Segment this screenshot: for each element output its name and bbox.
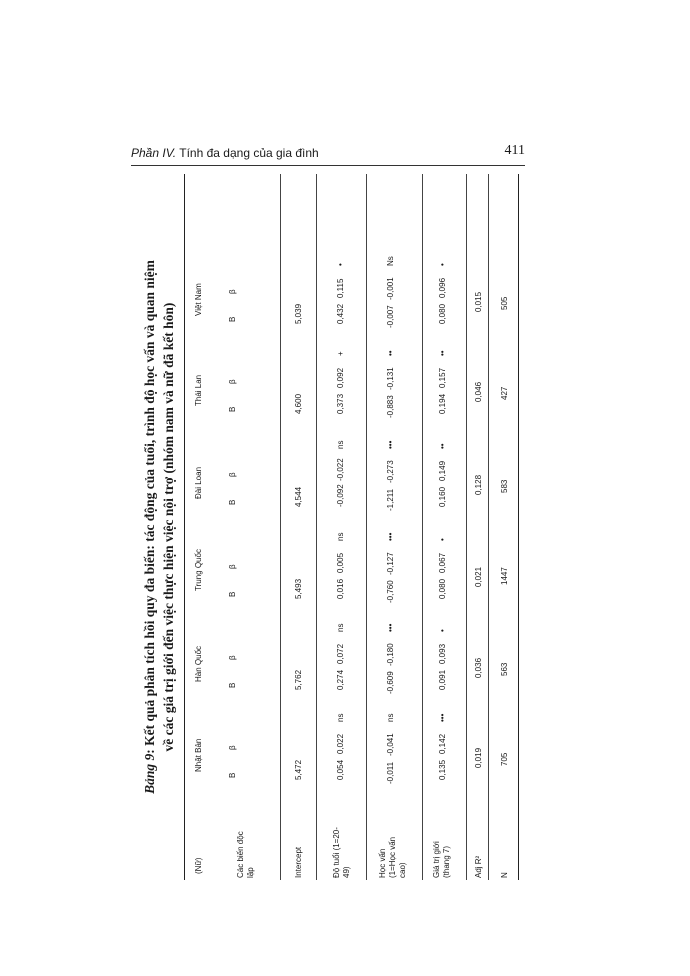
gender-sig-cell: •• [438,443,447,449]
edu-sig-cell: Ns [386,256,395,266]
col-header-b: B [228,772,237,778]
age-b-cell: 0,373 [336,393,345,414]
gender-sig-cell: • [438,629,447,632]
regression-table [184,174,520,880]
edu-beta-cell: -0,273 [386,460,395,483]
running-header [131,143,525,166]
table-caption [140,174,178,880]
edu-sig-cell: ••• [386,440,395,449]
age-b-cell: 0,274 [336,669,345,690]
intercept-cell: 5,039 [294,303,303,324]
edu-sig-cell: ns [386,713,395,722]
row-label-adj-r2: Adj R² [474,855,483,878]
adj-r2-cell: 0,015 [474,291,483,312]
country-header: Hàn Quốc [194,645,203,682]
edu-b-cell: -0,760 [386,580,395,603]
caption-label: Bảng 9 [142,753,157,794]
age-sig-cell: • [336,263,345,266]
corner-label: (Nữ) [194,857,203,874]
intercept-cell: 5,493 [294,578,303,599]
n-cell: 583 [500,479,509,493]
row-label-n: N [500,872,509,878]
gender-beta-cell: 0,142 [438,733,447,754]
col-header-b: B [228,499,237,505]
rule-4 [422,174,423,880]
country-header: Nhật Bản [194,738,203,772]
gender-beta-cell: 0,157 [438,367,447,388]
edu-sig-cell: •• [386,350,395,356]
edu-beta-cell: -0,131 [386,367,395,390]
country-header: Trung Quốc [194,549,203,591]
gender-b-cell: 0,194 [438,393,447,414]
age-sig-cell: ns [336,623,345,632]
n-cell: 1447 [500,567,509,585]
col-header-beta: β [228,564,237,569]
age-sig-cell: ns [336,713,345,722]
edu-b-cell: -0,609 [386,671,395,694]
age-b-cell: 0,432 [336,303,345,324]
gender-beta-cell: 0,093 [438,643,447,664]
age-beta-cell: 0,115 [336,278,345,298]
age-sig-cell: ns [336,440,345,449]
edu-sig-cell: ••• [386,623,395,632]
caption-line-1: : Kết quả phân tích hồi quy đa biến: tác động của tuổi, trình độ học vấn và quan niệm [142,260,157,754]
edu-beta-cell: -0,041 [386,733,395,756]
age-beta-cell: -0,022 [336,458,345,481]
country-header: Đài Loan [194,466,203,499]
row-label-indep: Các biến độc lập [236,831,255,878]
gender-beta-cell: 0,067 [438,552,447,573]
adj-r2-cell: 0,019 [474,747,483,768]
edu-beta-cell: -0,180 [386,643,395,666]
rotated-table-block [140,174,520,880]
rule-6 [488,174,489,880]
col-header-beta: β [228,379,237,384]
gender-sig-cell: •• [438,350,447,356]
adj-r2-cell: 0,046 [474,381,483,402]
age-beta-cell: 0,005 [336,552,345,573]
rule-1 [280,174,281,880]
col-header-beta: β [228,289,237,294]
n-cell: 427 [500,386,509,400]
gender-b-cell: 0,091 [438,669,447,690]
chapter-title: Tính đa dạng của gia đình [179,146,319,160]
rule-5 [466,174,467,880]
edu-b-cell: -0,011 [386,761,395,784]
col-header-beta: β [228,655,237,660]
col-header-b: B [228,682,237,688]
edu-sig-cell: ••• [386,532,395,541]
adj-r2-cell: 0,128 [474,474,483,495]
age-beta-cell: 0,072 [336,643,345,664]
row-label-gender-values: Giá trị giới (thang 7) [432,841,451,878]
age-beta-cell: 0,022 [336,733,345,754]
edu-beta-cell: -0,001 [386,277,395,300]
edu-b-cell: -0,883 [386,395,395,418]
n-cell: 563 [500,662,509,676]
rule-top [184,174,185,880]
page-number: 411 [504,143,525,158]
gender-b-cell: 0,135 [438,759,447,780]
gender-sig-cell: ••• [438,713,447,722]
col-header-beta: β [228,745,237,750]
edu-b-cell: -1,211 [386,488,395,511]
n-cell: 705 [500,752,509,766]
section-title [131,146,319,160]
age-sig-cell: + [336,351,345,356]
col-header-beta: β [228,472,237,477]
col-header-b: B [228,591,237,597]
edu-b-cell: -0,007 [386,305,395,328]
adj-r2-cell: 0,021 [474,566,483,587]
gender-beta-cell: 0,096 [438,277,447,298]
row-label-education: Học vấn (1=Học vấn cao) [378,836,407,878]
age-beta-cell: 0,092 [336,367,345,388]
col-header-b: B [228,406,237,412]
caption-line-2: về các giá trị giới đến việc thực hiện việc nội trợ (nhóm nam và nữ đã kết hôn) [161,302,176,752]
gender-b-cell: 0,160 [438,486,447,507]
rule-3 [366,174,367,880]
n-cell: 505 [500,296,509,310]
age-b-cell: 0,016 [336,578,345,599]
gender-sig-cell: • [438,538,447,541]
intercept-cell: 5,472 [294,759,303,780]
row-label-age: Độ tuổi (1=20-49) [332,827,351,878]
age-b-cell: 0,054 [336,759,345,780]
intercept-cell: 4,544 [294,486,303,507]
country-header: Việt Nam [194,283,203,316]
age-sig-cell: ns [336,532,345,541]
country-header: Thái Lan [194,374,203,406]
age-b-cell: -0,092 [336,484,345,507]
col-header-b: B [228,316,237,322]
gender-b-cell: 0,080 [438,578,447,599]
gender-sig-cell: • [438,263,447,266]
rule-bottom [518,174,519,880]
gender-b-cell: 0,080 [438,303,447,324]
part-label: Phần IV. [131,146,177,160]
edu-beta-cell: -0,127 [386,552,395,575]
gender-beta-cell: 0,149 [438,460,447,481]
intercept-cell: 5,762 [294,669,303,690]
intercept-cell: 4,600 [294,393,303,414]
row-label-intercept: Intercept [294,846,303,878]
rule-2 [316,174,317,880]
adj-r2-cell: 0,036 [474,657,483,678]
